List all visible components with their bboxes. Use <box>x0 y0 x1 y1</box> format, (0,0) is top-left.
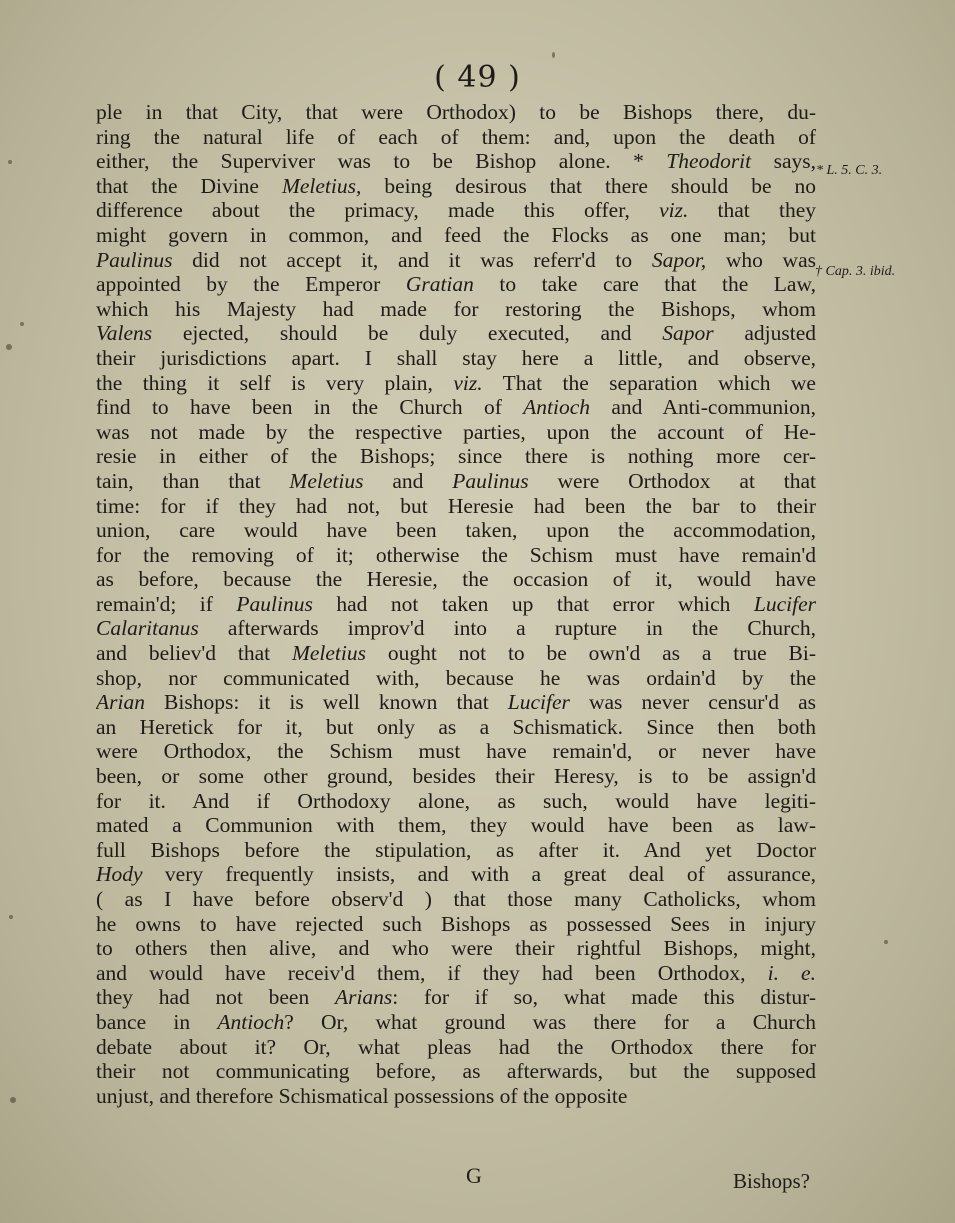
italic-word: Gratian <box>405 272 474 297</box>
text-segment: resie in either of the Bishops; since there is nothing more cer- <box>96 444 816 469</box>
signature-mark: G <box>466 1163 482 1188</box>
text-line <box>96 395 816 420</box>
text-line <box>96 616 816 641</box>
text-line <box>96 592 816 617</box>
italic-word: i. e. <box>767 960 816 985</box>
text-segment: either, the Superviver was to be Bishop alone. * <box>96 149 667 174</box>
italic-word: Sapor <box>662 321 714 346</box>
text-line <box>96 518 816 543</box>
text-line <box>96 149 816 174</box>
text-segment: appointed by the Emperor <box>96 272 406 297</box>
paper-speck <box>20 322 24 326</box>
text-line <box>96 174 816 199</box>
text-segment: they had not been <box>96 985 335 1010</box>
text-line <box>96 862 816 887</box>
text-segment: was never censur'd as <box>569 690 816 715</box>
italic-word: Meletius <box>291 641 366 666</box>
text-line <box>96 936 816 961</box>
text-line <box>96 223 816 248</box>
text-segment: he owns to have rejected such Bishops as possessed Sees in injury <box>96 911 816 936</box>
text-segment: as before, because the Heresie, the occasion of it, would have <box>96 567 816 592</box>
italic-word: Calaritanus <box>96 616 199 641</box>
text-segment: might govern in common, and feed the Flocks as one man; but <box>96 222 816 247</box>
text-segment: unjust, and therefore Schismatical possessions of the opposite <box>96 1083 628 1108</box>
text-line <box>96 789 816 814</box>
text-segment: debate about it? Or, what pleas had the Orthodox there for <box>96 1034 816 1059</box>
italic-word: Lucifer <box>507 690 570 715</box>
text-line <box>96 297 816 322</box>
text-line <box>96 125 816 150</box>
text-segment: to others then alive, and who were their rightful Bishops, might, <box>96 936 816 961</box>
text-segment: ? Or, what ground was there for a Church <box>284 1009 816 1034</box>
italic-word: Theodorit <box>666 149 752 174</box>
text-line <box>96 444 816 469</box>
text-segment: ought not to be own'd as a true Bi- <box>366 641 816 666</box>
text-segment: ring the natural life of each of them: and, upon the death of <box>96 124 816 149</box>
catchword: Bishops? <box>733 1169 811 1193</box>
text-line <box>96 641 816 666</box>
text-segment: That the separation which we <box>482 370 816 395</box>
text-segment: and <box>363 468 453 493</box>
text-segment: difference about the primacy, made this offer, <box>96 198 660 223</box>
text-line <box>96 1010 816 1035</box>
text-line <box>96 371 816 396</box>
italic-word: Arians <box>334 985 393 1010</box>
text-segment: and Anti-communion, <box>590 395 816 420</box>
text-line <box>96 248 816 273</box>
text-segment: ( as I have before observ'd ) that those many Catholicks, whom <box>96 887 816 911</box>
text-line <box>96 715 816 740</box>
text-segment: the thing it self is very plain, <box>96 370 454 395</box>
text-segment: for the removing of it; otherwise the Schism must have remain'd <box>96 542 816 567</box>
text-line <box>96 1035 816 1060</box>
text-line <box>96 961 816 986</box>
text-segment: being desirous that there should be no <box>361 173 816 198</box>
text-segment: bance in <box>96 1009 218 1034</box>
text-line <box>96 567 816 592</box>
text-line <box>96 1059 816 1084</box>
text-line <box>96 666 816 691</box>
text-segment: their jurisdictions apart. I shall stay here a little, and observe, <box>96 345 816 370</box>
paper-speck <box>6 344 12 350</box>
italic-word: Antioch <box>217 1009 285 1034</box>
paper-speck <box>9 915 13 919</box>
text-segment: time: for if they had not, but Heresie had been the bar to their <box>96 493 816 518</box>
text-segment: and believ'd that <box>96 641 292 666</box>
text-segment: tain, than that <box>96 468 290 493</box>
text-segment: were Orthodox, the Schism must have remain'd, or never have <box>96 739 816 764</box>
italic-word: Antioch <box>523 395 591 420</box>
text-line <box>96 494 816 519</box>
text-line <box>96 764 816 789</box>
text-line <box>96 912 816 937</box>
text-segment: full Bishops before the stipulation, as after it. And yet Doctor <box>96 837 816 862</box>
italic-word: Paulinus <box>96 247 173 272</box>
text-segment: their not communicating before, as afterwards, but the supposed <box>96 1059 816 1084</box>
text-segment: remain'd; if <box>96 591 237 616</box>
italic-word: Arian <box>96 690 145 715</box>
italic-word: Valens <box>96 321 153 346</box>
text-line <box>96 420 816 445</box>
text-line <box>96 272 816 297</box>
text-line <box>96 1084 816 1109</box>
text-segment: to take care that the Law, <box>473 272 816 297</box>
italic-word: Meletius, <box>281 173 362 198</box>
text-segment: says, <box>751 149 816 174</box>
text-line <box>96 690 816 715</box>
text-segment: an Heretick for it, but only as a Schismatick. Since then both <box>96 714 816 739</box>
text-segment: been, or some other ground, besides their Heresy, is to be assign'd <box>96 764 816 789</box>
text-line <box>96 321 816 346</box>
text-line <box>96 985 816 1010</box>
text-segment: that they <box>688 198 816 223</box>
text-segment: Bishops: it is well known that <box>144 690 508 715</box>
text-line <box>96 469 816 494</box>
italic-word: Hody <box>96 862 143 887</box>
text-segment: very frequently insists, and with a great deal of assurance, <box>142 862 816 887</box>
text-segment: mated a Communion with them, they would have been as law- <box>96 813 816 838</box>
text-segment: adjusted <box>713 321 816 346</box>
text-segment: did not accept it, and it was referr'd to <box>172 247 652 272</box>
text-segment: afterwards improv'd into a rupture in the Church, <box>198 616 816 641</box>
text-segment: ejected, should be duly executed, and <box>152 321 663 346</box>
italic-word: Paulinus <box>236 591 313 616</box>
text-segment: union, care would have been taken, upon the accommodation, <box>96 518 816 543</box>
text-segment: had not taken up that error which <box>312 591 754 616</box>
text-line <box>96 739 816 764</box>
text-segment: were Orthodox at that <box>528 468 816 493</box>
italic-word: viz. <box>453 370 483 395</box>
text-segment: shop, nor communicated with, because he was ordain'd by the <box>96 665 816 690</box>
text-segment: and would have receiv'd them, if they had been Orthodox, <box>96 960 768 985</box>
text-line <box>96 543 816 568</box>
margin-note-sapor: † Cap. 3. ibid. <box>815 264 896 279</box>
text-line <box>96 813 816 838</box>
text-line <box>96 838 816 863</box>
text-line <box>96 346 816 371</box>
text-segment: who was <box>706 247 816 272</box>
text-segment: that the Divine <box>96 173 282 198</box>
body-text <box>96 100 816 1108</box>
paper-speck <box>884 940 888 944</box>
italic-word: Meletius <box>289 468 364 493</box>
italic-word: viz. <box>659 198 689 223</box>
italic-word: Sapor, <box>651 247 707 272</box>
text-line <box>96 100 816 125</box>
text-segment: was not made by the respective parties, upon the account of He- <box>96 419 816 444</box>
text-segment: ple in that City, that were Orthodox) to be Bishops there, du- <box>96 100 816 124</box>
paper-speck <box>552 52 555 58</box>
text-segment: : for if so, what made this distur- <box>392 985 816 1010</box>
text-segment: for it. And if Orthodoxy alone, as such, would have legiti- <box>96 788 816 813</box>
page-number: ( 49 ) <box>434 60 521 95</box>
margin-note-theodorit: * L. 5. C. 3. <box>816 163 883 178</box>
text-segment: which his Majesty had made for restoring the Bishops, whom <box>96 296 816 321</box>
text-line <box>96 887 816 912</box>
text-line <box>96 198 816 223</box>
paper-speck <box>10 1097 16 1103</box>
text-segment: find to have been in the Church of <box>96 395 524 420</box>
italic-word: Lucifer <box>753 591 816 616</box>
paper-speck <box>8 160 12 164</box>
italic-word: Paulinus <box>452 468 529 493</box>
